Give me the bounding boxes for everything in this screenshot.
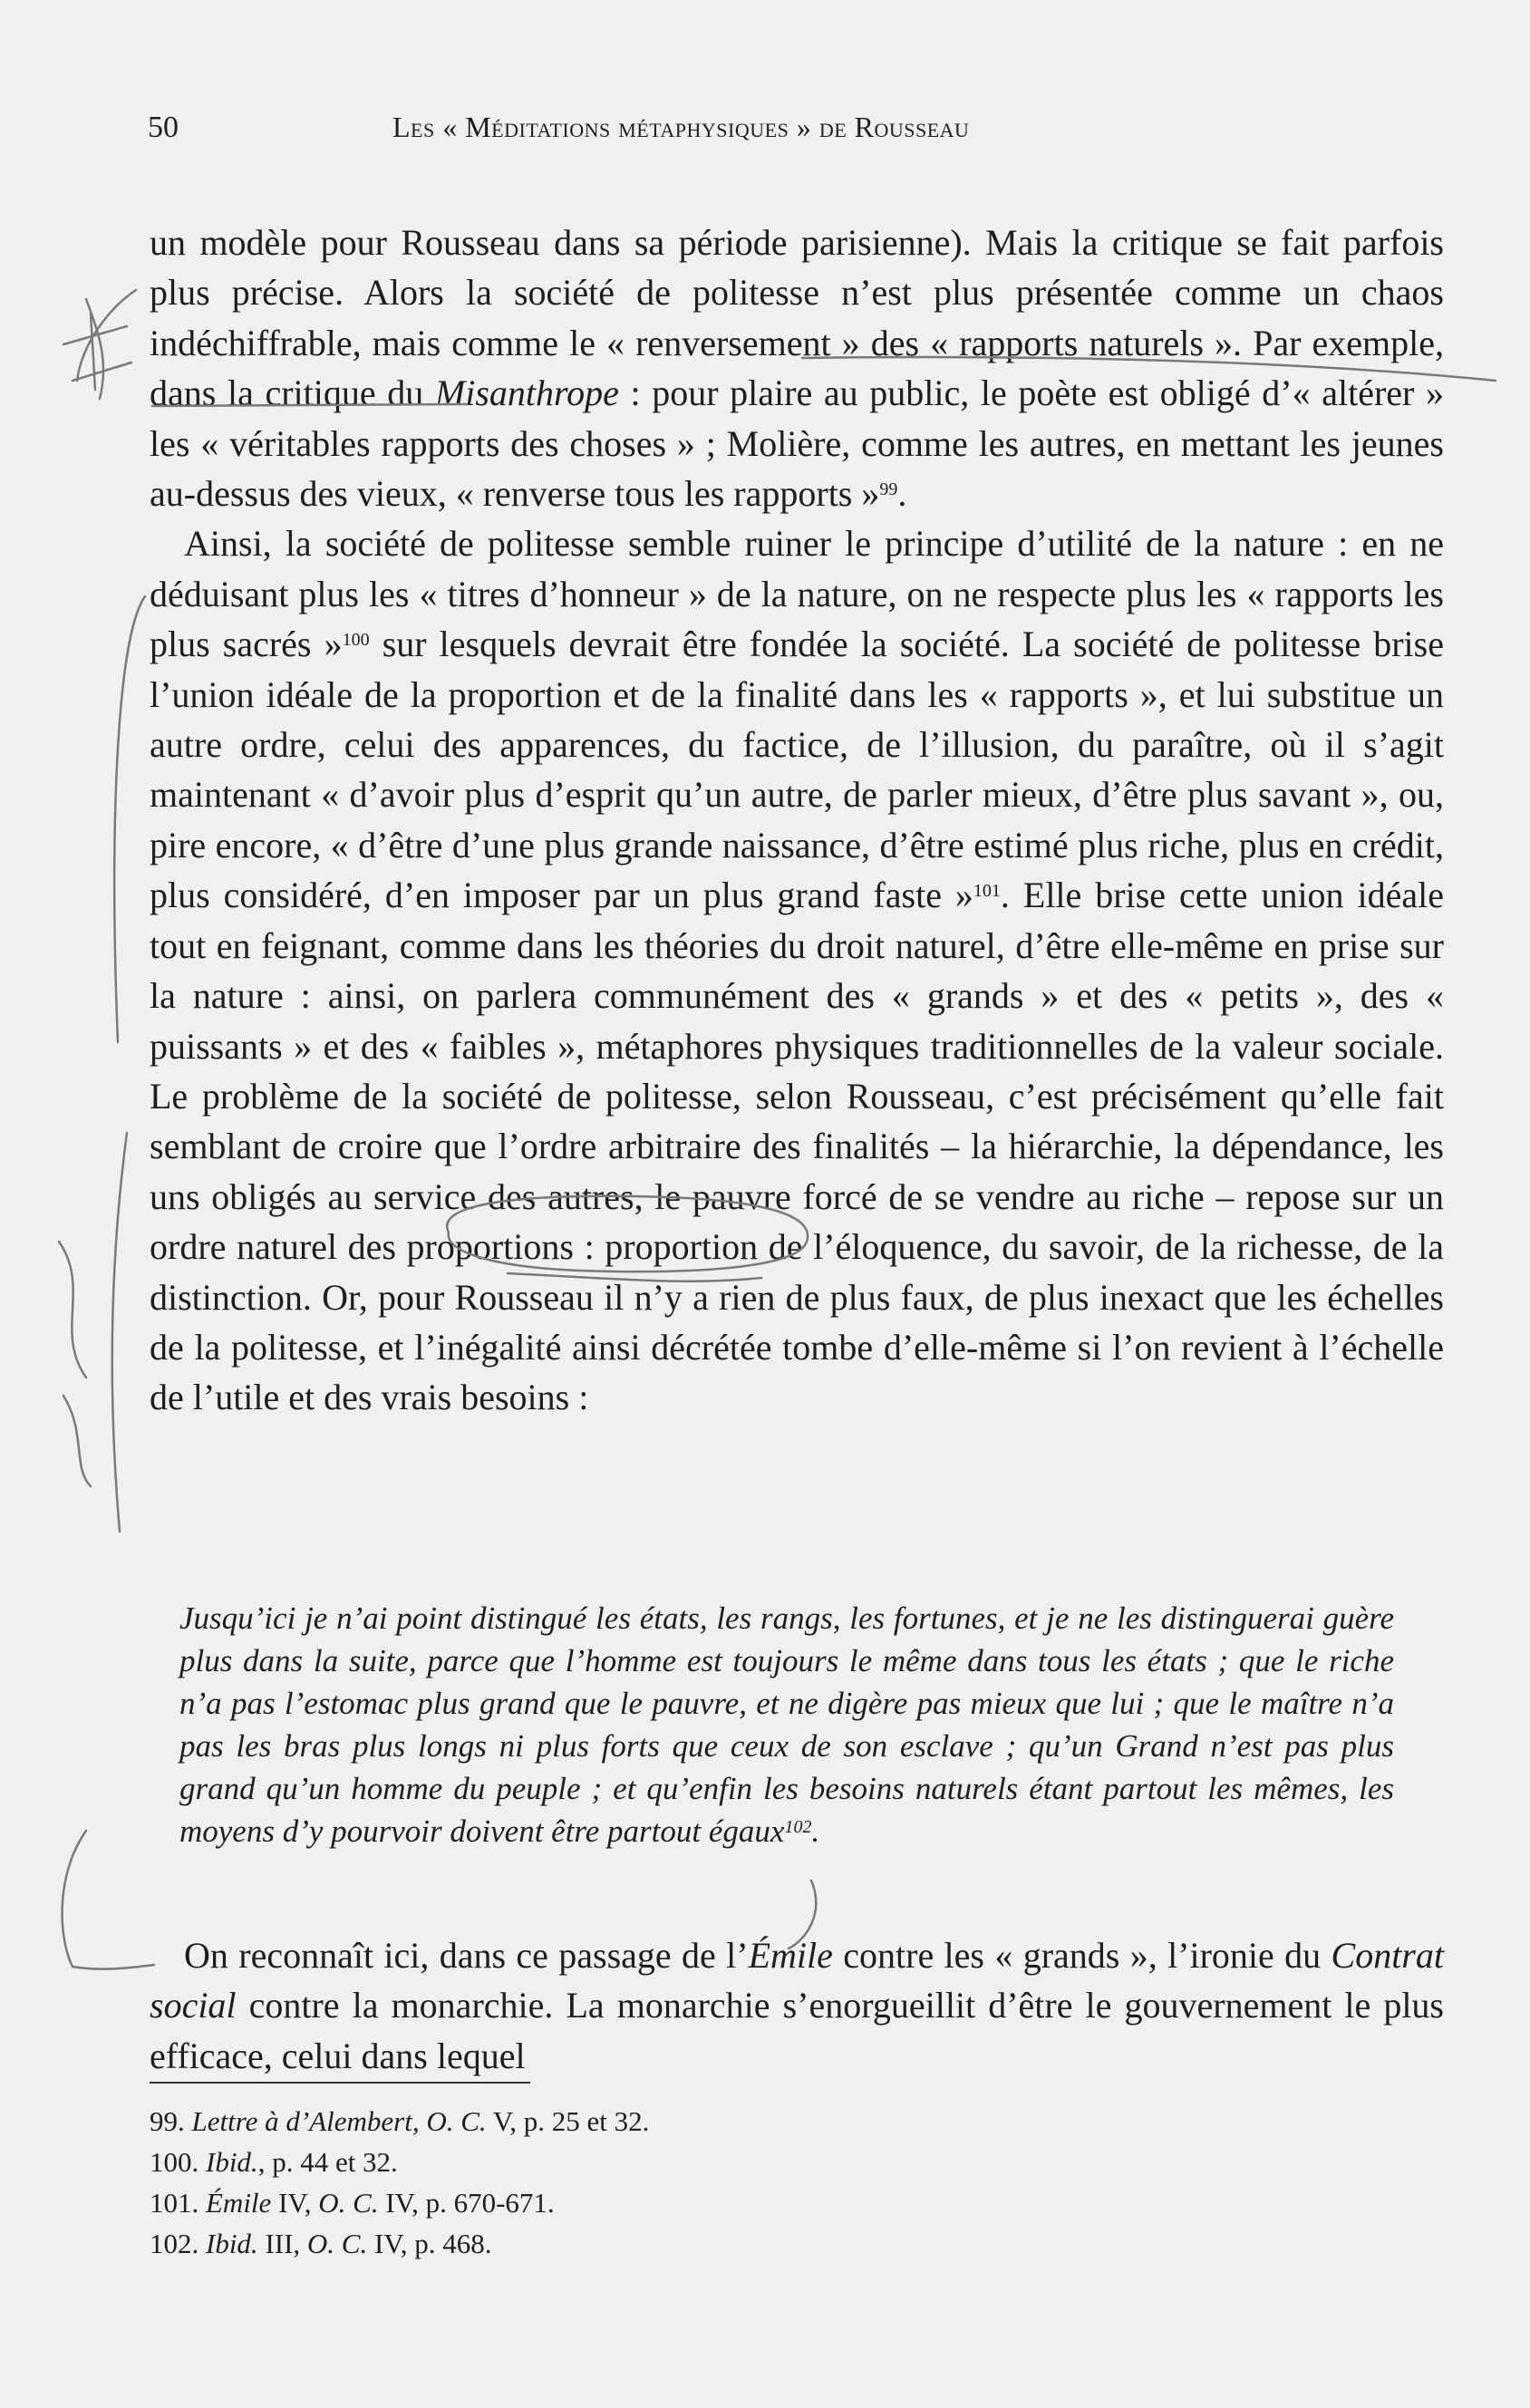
page-number: 50 [148,111,179,144]
margin-scribble-1 [63,290,136,399]
footnote-number: 102. [150,2228,199,2259]
footnote-title: Lettre à d’Alembert, O. C. [191,2105,487,2137]
footnote-text: IV, p. 670-671. [378,2187,555,2219]
footnote-text: , p. 44 et 32. [257,2146,398,2178]
paragraph-3 [150,1930,1444,2081]
footnote-number: 99. [150,2105,185,2137]
footnote-ref: 101 [973,881,1001,902]
quote-text: Jusqu’ici je n’ai point distingué les états, les rangs, les fortunes, et je ne les distinguerai guère plus dans la suite, parce que l’homme est toujours le même dans tous les états ; que le riche n’a pas l’estomac plus grand que le pauvre, et ne digère pas mieux que lui ; que le maître n’a pas les bras plus longs ni plus forts que ceux de son esclave ; qu’un Grand n’est pas plus grand qu’un homme du peuple ; et qu’enfin les besoins naturels étant partout les mêmes, les moyens d’y pourvoir doivent être partout égaux [179,1600,1394,1849]
text-span: contre les « grands », l’ironie du [832,1935,1331,1976]
footnote-102 [150,2223,1419,2264]
paragraph-2 [150,518,1444,1422]
paragraph-1 [150,218,1444,518]
italic-title: Émile [748,1935,833,1976]
text-span: . [811,1813,820,1849]
block-quote [179,1597,1394,1852]
margin-bracket-2 [112,1133,127,1532]
italic-title: Misanthrope [434,372,619,414]
text-span: un modèle pour Rousseau dans sa période parisienne). Mais la critique se fait parfois plus précise. Alors la société de politesse n’est plus présentée comme un chaos indéchiffrable, mais comme le « renversement » des « rapports naturels ». Par exemple, dans la critique du [150,222,1444,414]
footnotes [150,2101,1419,2264]
text-span: . Elle brise cette union idéale tout en feignant, comme dans les théories du droit naturel, d’être elle-même en prise sur la nature : ainsi, on parlera communément des « grands » et des « petits », des « puissants » et des « faibles », métaphores physiques traditionnelles de la valeur sociale. Le problème de la société de politesse, selon Rousseau, c’est précisément qu’elle fait semblant de croire que l’ordre arbitraire des finalités – la hiérarchie, la dépendance, les uns obligés au service des autres, le pauvre forcé de se vendre au riche – repose sur un ordre naturel des proportions : proportion de l’éloquence, du savoir, de la richesse, de la distinction. Or, pour Rousseau il n’y a rien de plus faux, de plus inexact que les échelles de la politesse, et l’inégalité ainsi décrétée tombe d’elle-même si l’on revient à l’échelle de l’utile et des vrais besoins : [150,875,1445,1418]
main-text-continued [150,1930,1444,2081]
margin-bracket-1 [114,596,145,1042]
text-span: Ainsi, la société de politesse semble ruiner le principe d’utilité de la nature : en ne déduisant plus les « titres d’honneur » de la nature, on ne respecte plus les « rapports les plus sacrés » [150,523,1444,665]
footnote-title: Émile [206,2187,272,2219]
main-text [150,218,1444,1423]
margin-bracket-3 [63,1831,154,1969]
margin-scribble-2 [59,1242,91,1486]
footnote-text: V, p. 25 et 32. [486,2105,650,2137]
italic-title: Contrat social [150,1935,1444,2026]
footnote-ref: 102 [784,1817,812,1837]
text-span: . [897,473,907,515]
footnote-text: IV, p. 468. [367,2228,492,2259]
footnote-title: Ibid. [206,2228,258,2259]
footnote-title: O. C. [306,2228,368,2259]
footnote-ref: 99 [879,479,898,500]
text-span: : pour plaire au public, le poète est obligé d’« altérer » les « véritables rapports des choses » ; Molière, comme les autres, en mettant les jeunes au-dessus des vieux, « renverse tous les rapports » [150,372,1444,515]
footnote-101 [150,2182,1419,2223]
text-span: On reconnaît ici, dans ce passage de l’ [184,1935,749,1976]
footnote-title: O. C. [318,2187,379,2219]
footnote-text: III, [257,2228,307,2259]
running-head: Les « Méditations métaphysiques » de Rousseau [392,111,970,143]
footnote-number: 101. [150,2187,199,2219]
footnote-title: Ibid. [206,2146,258,2178]
text-span: contre la monarchie. La monarchie s’enorgueillit d’être le gouvernement le plus efficace, celui dans lequel [150,1985,1444,2076]
text-span: sur lesquels devrait être fondée la société. La société de politesse brise l’union idéale de la proportion et de la finalité dans les « rapports », et lui substitue un autre ordre, celui des apparences, du factice, de l’illusion, du paraître, où il s’agit maintenant « d’avoir plus d’esprit qu’un autre, de parler mieux, d’être plus savant », ou, pire encore, « d’être d’une plus grande naissance, d’être estimé plus riche, plus en crédit, plus considéré, d’en imposer par un plus grand faste » [150,624,1444,916]
footnote-text: IV, [271,2187,319,2219]
footnote-99 [150,2101,1419,2142]
footnote-ref: 100 [342,630,370,651]
footnote-rule [150,2082,530,2084]
page-header [148,111,1439,156]
footnote-number: 100. [150,2146,199,2178]
footnote-100 [150,2142,1419,2182]
